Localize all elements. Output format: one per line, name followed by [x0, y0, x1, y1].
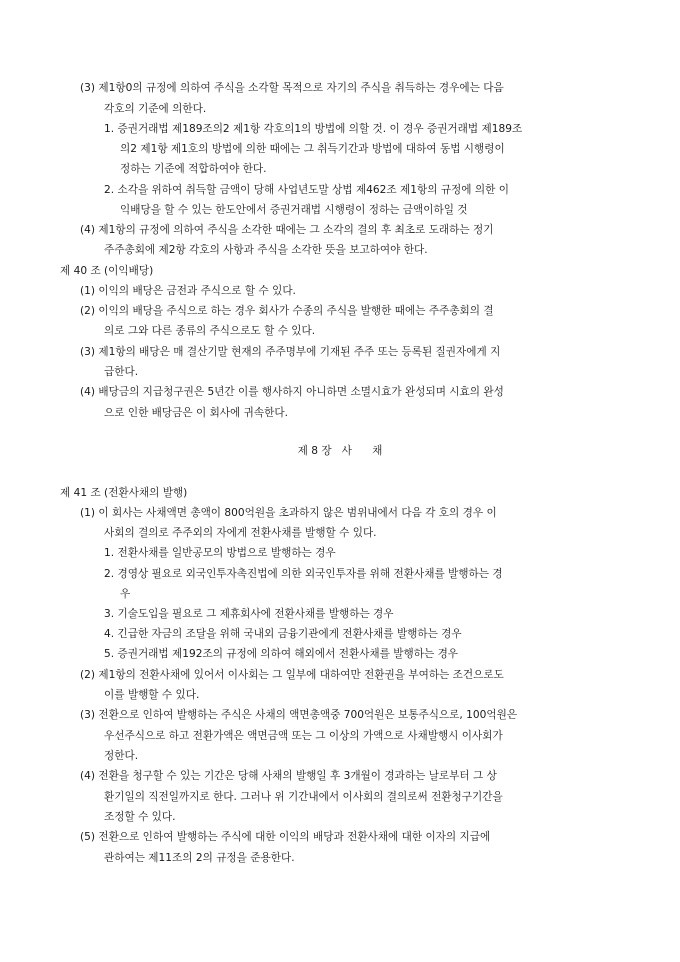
article-41-item-1: 1. 전환사채를 일반공모의 방법으로 발행하는 경우 — [104, 547, 336, 559]
article-39-para-3: (3) 제1항0의 규정에 의하여 주식을 소각할 목적으로 자기의 주식을 취득하는 경우에는 다음 — [80, 82, 504, 94]
article-39-item-2: 2. 소각을 위하여 취득할 금액이 당해 사업년도말 상법 제462조 제1항의 규정에 의한 이 — [104, 184, 509, 196]
article-40-heading: 제 40 조 (이익배당) — [60, 265, 154, 277]
article-39-para-4-cont: 주주총회에 제2항 각호의 사항과 주식을 소각한 뜻을 보고하여야 한다. — [104, 244, 428, 256]
article-40-para-4-cont: 으로 인한 배당금은 이 회사에 귀속한다. — [104, 407, 288, 419]
article-41-para-2-cont: 이를 발행할 수 있다. — [104, 689, 200, 701]
article-41-item-5: 5. 증권거래법 제192조의 규정에 의하여 해외에서 전환사채를 발행하는 경우 — [104, 648, 459, 660]
article-40-para-4: (4) 배당금의 지급청구권은 5년간 이를 행사하지 아니하면 소멸시효가 완성되며 시효의 완성 — [80, 386, 504, 398]
article-41-para-4-cont: 환기일의 직전일까지로 한다. 그러나 위 기간내에서 이사회의 결의로써 전환청구기간을 — [104, 791, 503, 803]
article-39-item-2-cont: 익배당을 할 수 있는 한도안에서 증권거래법 시행령이 정하는 금액이하일 것 — [120, 204, 468, 216]
article-40-para-2-cont: 의로 그와 다른 종류의 주식으로도 할 수 있다. — [104, 325, 316, 337]
article-40-para-3-cont: 급한다. — [104, 366, 139, 378]
article-41-para-3-cont: 우선주식으로 하고 전환가액은 액면금액 또는 그 이상의 가액으로 사채발행시 이사회가 — [104, 730, 503, 742]
article-39-item-1-cont: 의2 제1항 제1호의 방법에 의한 때에는 그 취득기간과 방법에 대하여 동법 시행령이 — [120, 143, 505, 155]
article-39-para-3-cont: 각호의 기준에 의한다. — [104, 103, 207, 115]
article-39-item-1: 1. 증권거래법 제189조의2 제1항 각호의1의 방법에 의할 것. 이 경우 증권거래법 제189조 — [104, 123, 523, 135]
article-40-para-1: (1) 이익의 배당은 금전과 주식으로 할 수 있다. — [80, 285, 296, 297]
article-41-item-2-cont: 우 — [120, 588, 131, 600]
article-41-para-2: (2) 제1항의 전환사채에 있어서 이사회는 그 일부에 대하여만 전환권을 부여하는 조건으로도 — [80, 669, 504, 681]
article-41-para-3-cont: 정한다. — [104, 750, 139, 762]
article-39-para-4: (4) 제1항의 규정에 의하여 주식을 소각한 때에는 그 소각의 결의 후 최초로 도래하는 정기 — [80, 224, 494, 236]
article-41-item-2: 2. 경영상 필요로 외국인투자촉진법에 의한 외국인투자를 위해 전환사채를 발행하는 경 — [104, 568, 503, 580]
article-41-item-4: 4. 긴급한 자금의 조달을 위해 국내외 금융기관에게 전환사채를 발행하는 경우 — [104, 628, 462, 640]
article-39-item-1-cont: 정하는 기준에 적합하여야 한다. — [120, 163, 267, 175]
chapter-8-heading: 제 8 장 사 채 — [297, 445, 383, 457]
article-41-para-1-cont: 사회의 결의로 주주외의 자에게 전환사채를 발행할 수 있다. — [104, 527, 377, 539]
article-40-para-3: (3) 제1항의 배당은 매 결산기말 현재의 주주명부에 기재된 주주 또는 등록된 질권자에게 지 — [80, 346, 501, 358]
article-41-para-5-cont: 관하여는 제11조의 2의 규정을 준용한다. — [104, 852, 295, 864]
article-41-para-4: (4) 전환을 청구할 수 있는 기간은 당해 사채의 발행일 후 3개월이 경과하는 날로부터 그 상 — [80, 770, 497, 782]
article-41-para-5: (5) 전환으로 인하여 발행하는 주식에 대한 이익의 배당과 전환사채에 대한 이자의 지급에 — [80, 831, 491, 843]
article-41-heading: 제 41 조 (전환사채의 발행) — [60, 487, 188, 499]
article-41-item-3: 3. 기술도입을 필요로 그 제휴회사에 전환사채를 발행하는 경우 — [104, 608, 394, 620]
article-41-para-4-cont: 조정할 수 있다. — [104, 811, 176, 823]
article-40-para-2: (2) 이익의 배당을 주식으로 하는 경우 회사가 수종의 주식을 발행한 때에는 주주총회의 결 — [80, 305, 494, 317]
article-41-para-1: (1) 이 회사는 사채액면 총액이 800억원을 초과하지 않은 범위내에서 다음 각 호의 경우 이 — [80, 507, 497, 519]
article-41-para-3: (3) 전환으로 인하여 발행하는 주식은 사채의 액면총액중 700억원은 보통주식으로, 100억원은 — [80, 709, 518, 721]
